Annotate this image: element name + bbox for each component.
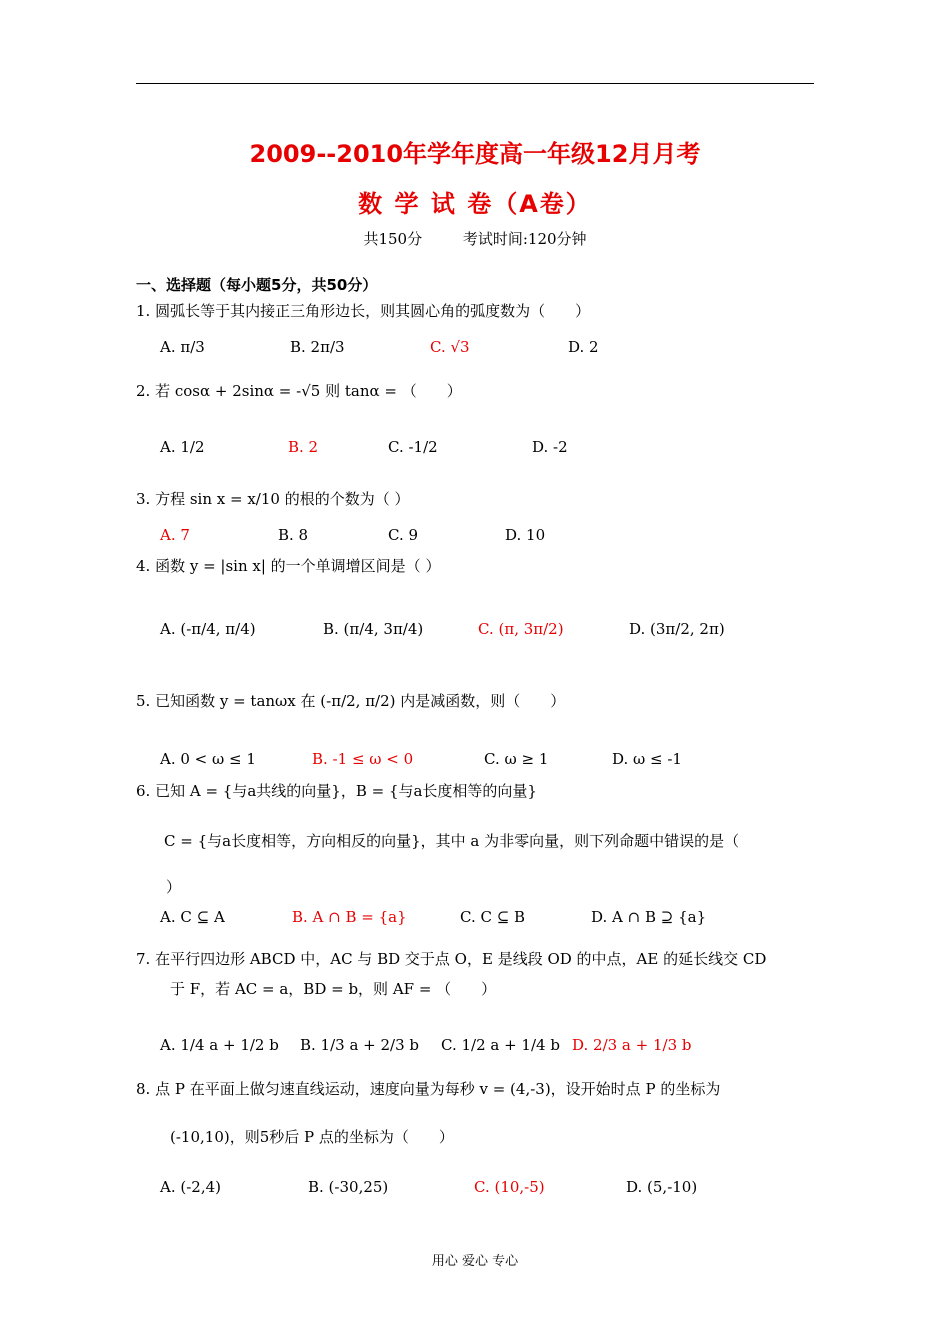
q6-option-a: A. C ⊆ A <box>160 908 225 926</box>
question-5: 5. 已知函数 y = tanωx 在 (-π/2, π/2) 内是减函数，则（ ） <box>136 692 566 710</box>
total-score: 共150分 <box>363 230 423 248</box>
q2-option-a: A. 1/2 <box>160 438 205 456</box>
q2-option-d: D. -2 <box>532 438 568 456</box>
q3-option-c: C. 9 <box>388 526 419 544</box>
q6-option-b: B. A ∩ B = {a} <box>292 908 407 926</box>
q5-option-d: D. ω ≤ -1 <box>612 750 682 768</box>
question-3: 3. 方程 sin x = x/10 的根的个数为（ ） <box>136 490 410 508</box>
q1-option-c: C. √3 <box>430 338 470 356</box>
question-6-line2: C = {与a长度相等，方向相反的向量}，其中 a 为非零向量，则下列命题中错误的是（ <box>164 832 740 850</box>
q8-option-c: C. (10,-5) <box>474 1178 545 1196</box>
page-footer: 用心 爱心 专心 <box>431 1254 519 1269</box>
question-8: 8. 点 P 在平面上做匀速直线运动，速度向量为每秒 v = (4,-3)，设开始时点 P 的坐标为 <box>136 1080 721 1098</box>
question-7: 7. 在平行四边形 ABCD 中，AC 与 BD 交于点 O，E 是线段 OD 的中点，AE 的延长线交 CD <box>136 950 767 968</box>
question-2: 2. 若 cosα + 2sinα = -√5 则 tanα = （ ） <box>136 382 462 400</box>
q8-option-a: A. (-2,4) <box>160 1178 221 1196</box>
q3-option-d: D. 10 <box>505 526 546 544</box>
q4-option-b: B. (π/4, 3π/4) <box>323 620 424 638</box>
q3-option-a: A. 7 <box>160 526 190 544</box>
q7-option-c: C. 1/2 a + 1/4 b <box>441 1036 560 1054</box>
q2-option-b: B. 2 <box>288 438 319 456</box>
exam-subtitle: 数 学 试 卷（A卷） <box>358 190 592 218</box>
q4-option-d: D. (3π/2, 2π) <box>629 620 725 638</box>
question-8-line2: (-10,10)，则5秒后 P 点的坐标为（ ） <box>170 1128 454 1146</box>
q2-option-c: C. -1/2 <box>388 438 438 456</box>
q7-option-b: B. 1/3 a + 2/3 b <box>300 1036 420 1054</box>
q3-option-b: B. 8 <box>278 526 309 544</box>
q7-option-a: A. 1/4 a + 1/2 b <box>160 1036 279 1054</box>
exam-time: 考试时间:120分钟 <box>462 230 587 248</box>
q5-option-a: A. 0 < ω ≤ 1 <box>160 750 256 768</box>
question-6: 6. 已知 A = {与a共线的向量}，B = {与a长度相等的向量} <box>136 782 537 800</box>
q6-option-d: D. A ∩ B ⊇ {a} <box>591 908 707 926</box>
q8-option-b: B. (-30,25) <box>308 1178 389 1196</box>
exam-title: 2009--2010年学年度高一年级12月月考 <box>249 140 701 168</box>
question-7-line2: 于 F，若 AC = a，BD = b，则 AF = （ ） <box>170 980 497 998</box>
question-1: 1. 圆弧长等于其内接正三角形边长，则其圆心角的弧度数为（ ） <box>136 302 591 320</box>
q4-option-c: C. (π, 3π/2) <box>478 620 564 638</box>
q1-option-a: A. π/3 <box>160 338 205 356</box>
exam-info <box>0 228 950 249</box>
q7-option-d: D. 2/3 a + 1/3 b <box>572 1036 692 1054</box>
q1-option-b: B. 2π/3 <box>290 338 345 356</box>
q6-option-c: C. C ⊆ B <box>460 908 526 926</box>
question-4: 4. 函数 y = |sin x| 的一个单调增区间是（ ） <box>136 557 441 575</box>
section-title: 一、选择题（每小题5分，共50分） <box>136 276 378 294</box>
q5-option-b: B. -1 ≤ ω < 0 <box>312 750 414 768</box>
question-6-line3: ） <box>166 878 182 896</box>
q1-option-d: D. 2 <box>568 338 599 356</box>
header-rule <box>136 83 814 84</box>
q5-option-c: C. ω ≥ 1 <box>484 750 549 768</box>
q4-option-a: A. (-π/4, π/4) <box>160 620 256 638</box>
q8-option-d: D. (5,-10) <box>626 1178 698 1196</box>
